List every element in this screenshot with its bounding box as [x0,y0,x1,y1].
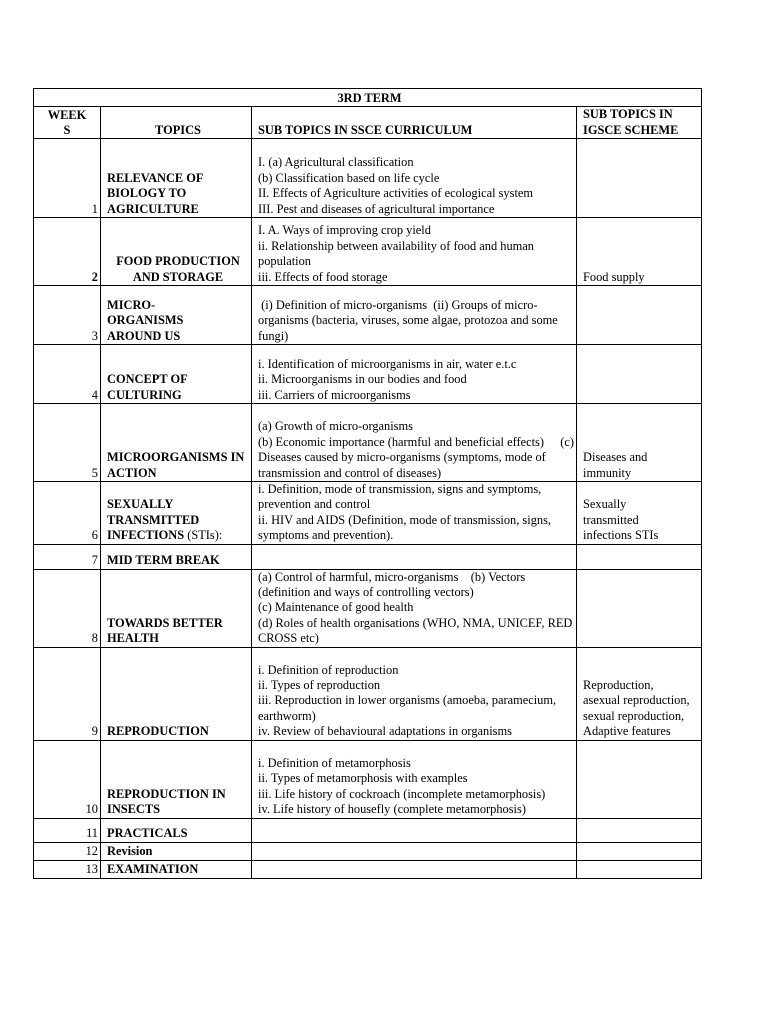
ssce-subtopics [252,218,577,286]
header-ssce: SUB TOPICS IN SSCE CURRICULUM [252,107,577,139]
ssce-subtopics [252,544,577,569]
igsce-subtopics: Diseases and immunity [577,404,702,482]
igsce-subtopics: Reproduction, asexual reproduction, sexual reproduction, Adaptive features [577,647,702,740]
ssce-subtopics [252,482,577,545]
week-number: 3 [34,286,101,345]
table-row [34,818,702,842]
igsce-subtopics [577,139,702,218]
topic-cell: REPRODUCTION [101,647,252,740]
subtopic-line: ii. Microorganisms in our bodies and food [258,372,467,387]
igsce-subtopics [577,569,702,647]
week-number: 12 [34,842,101,860]
week-number: 10 [34,740,101,818]
ssce-subtopics [252,818,577,842]
table-row [34,286,702,345]
table-row [34,647,702,740]
header-row [34,107,702,139]
topic-cell: TOWARDS BETTER HEALTH [101,569,252,647]
table-row [34,860,702,878]
subtopic-line: iii. Life history of cockroach (incomplete metamorphosis) [258,786,546,801]
term-title: 3RD TERM [34,89,702,107]
table-row [34,842,702,860]
igsce-subtopics [577,544,702,569]
ssce-subtopics [252,345,577,404]
topic-cell: REPRODUCTION IN INSECTS [101,740,252,818]
subtopic-line: I. A. Ways of improving crop yield [258,223,431,238]
topic-cell: MICROORGANISMS IN ACTION [101,404,252,482]
week-number: 9 [34,647,101,740]
header-topics: TOPICS [101,107,252,139]
subtopic-line: (d) Roles of health organisations (WHO, NMA, UNICEF, RED CROSS etc) [258,615,573,646]
ssce-subtopics [252,740,577,818]
subtopic-line: (a) Growth of micro-organisms [258,419,413,434]
week-number: 7 [34,544,101,569]
scheme-of-work-table [33,88,702,879]
week-number: 11 [34,818,101,842]
subtopic-line: (i) Definition of micro-organisms (ii) Groups of micro-organisms (bacteria, viruses, some algae, protozoa and some fungi) [258,297,561,343]
topic-cell: CONCEPT OF CULTURING [101,345,252,404]
subtopic-line: ii. HIV and AIDS (Definition, mode of transmission, signs, symptoms and prevention). [258,512,552,543]
subtopic-line: III. Pest and diseases of agricultural importance [258,201,495,216]
ssce-subtopics [252,286,577,345]
igsce-subtopics: Sexually transmitted infections STIs [577,482,702,545]
topic-cell: FOOD PRODUCTION AND STORAGE [101,218,252,286]
subtopic-line: ii. Types of reproduction [258,678,381,693]
igsce-subtopics [577,860,702,878]
subtopic-line: ii. Types of metamorphosis with examples [258,771,468,786]
ssce-subtopics [252,647,577,740]
ssce-subtopics [252,842,577,860]
table-row [34,345,702,404]
header-weeks: WEEKS [34,107,101,139]
subtopic-line: II. Effects of Agriculture activities of ecological system [258,186,534,201]
week-number: 2 [34,218,101,286]
topic-cell: PRACTICALS [101,818,252,842]
table-row [34,139,702,218]
table-row [34,740,702,818]
ssce-subtopics [252,404,577,482]
igsce-subtopics [577,345,702,404]
subtopic-line: i. Identification of microorganisms in air, water e.t.c [258,356,517,371]
subtopic-line: (c) [560,434,574,449]
week-number: 5 [34,404,101,482]
igsce-subtopics [577,818,702,842]
subtopic-line: (b) Economic importance (harmful and beneficial effects) [258,434,545,449]
subtopic-line: i. Definition, mode of transmission, signs and symptoms, prevention and control [258,482,542,512]
ssce-subtopics [252,139,577,218]
subtopic-line: i. Definition of reproduction [258,662,399,677]
table-row [34,482,702,545]
week-number: 1 [34,139,101,218]
subtopic-line: iii. Effects of food storage [258,269,388,284]
table-row [34,569,702,647]
ssce-subtopics [252,569,577,647]
table-row [34,544,702,569]
week-number: 6 [34,482,101,545]
subtopic-line: (a) Control of harmful, micro-organisms (b) Vectors (definition and ways of controlling vectors) [258,569,529,600]
week-number: 8 [34,569,101,647]
igsce-subtopics [577,740,702,818]
subtopic-line: (c) Maintenance of good health [258,600,414,615]
topic-cell: Revision [101,842,252,860]
subtopic-line: iv. Life history of housefly (complete metamorphosis) [258,802,526,817]
subtopic-line: i. Definition of metamorphosis [258,756,411,771]
igsce-subtopics [577,286,702,345]
topic-cell: EXAMINATION [101,860,252,878]
subtopic-line: (b) Classification based on life cycle [258,170,440,185]
subtopic-line: ii. Relationship between availability of food and human population [258,238,534,269]
term-title-row [34,89,702,107]
subtopic-line: iv. Review of behavioural adaptations in organisms [258,724,512,739]
header-igsce: SUB TOPICS IN IGSCE SCHEME [577,107,702,139]
subtopic-line: iii. Carriers of microorganisms [258,387,411,402]
topic-cell: MICRO-ORGANISMS AROUND US [101,286,252,345]
subtopic-line: Diseases caused by micro-organisms (symptoms, mode of transmission and control of diseases) [258,450,546,480]
subtopic-line: iii. Reproduction in lower organisms (amoeba, paramecium, earthworm) [258,693,557,723]
week-number: 4 [34,345,101,404]
topic-cell: MID TERM BREAK [101,544,252,569]
table-row [34,218,702,286]
topic-cell: SEXUALLY TRANSMITTED INFECTIONS (STIs): [101,482,252,545]
subtopic-line: I. (a) Agricultural classification [258,155,414,170]
topic-cell: RELEVANCE OF BIOLOGY TO AGRICULTURE [101,139,252,218]
igsce-subtopics: Food supply [577,218,702,286]
table-row [34,404,702,482]
ssce-subtopics [252,860,577,878]
week-number: 13 [34,860,101,878]
igsce-subtopics [577,842,702,860]
